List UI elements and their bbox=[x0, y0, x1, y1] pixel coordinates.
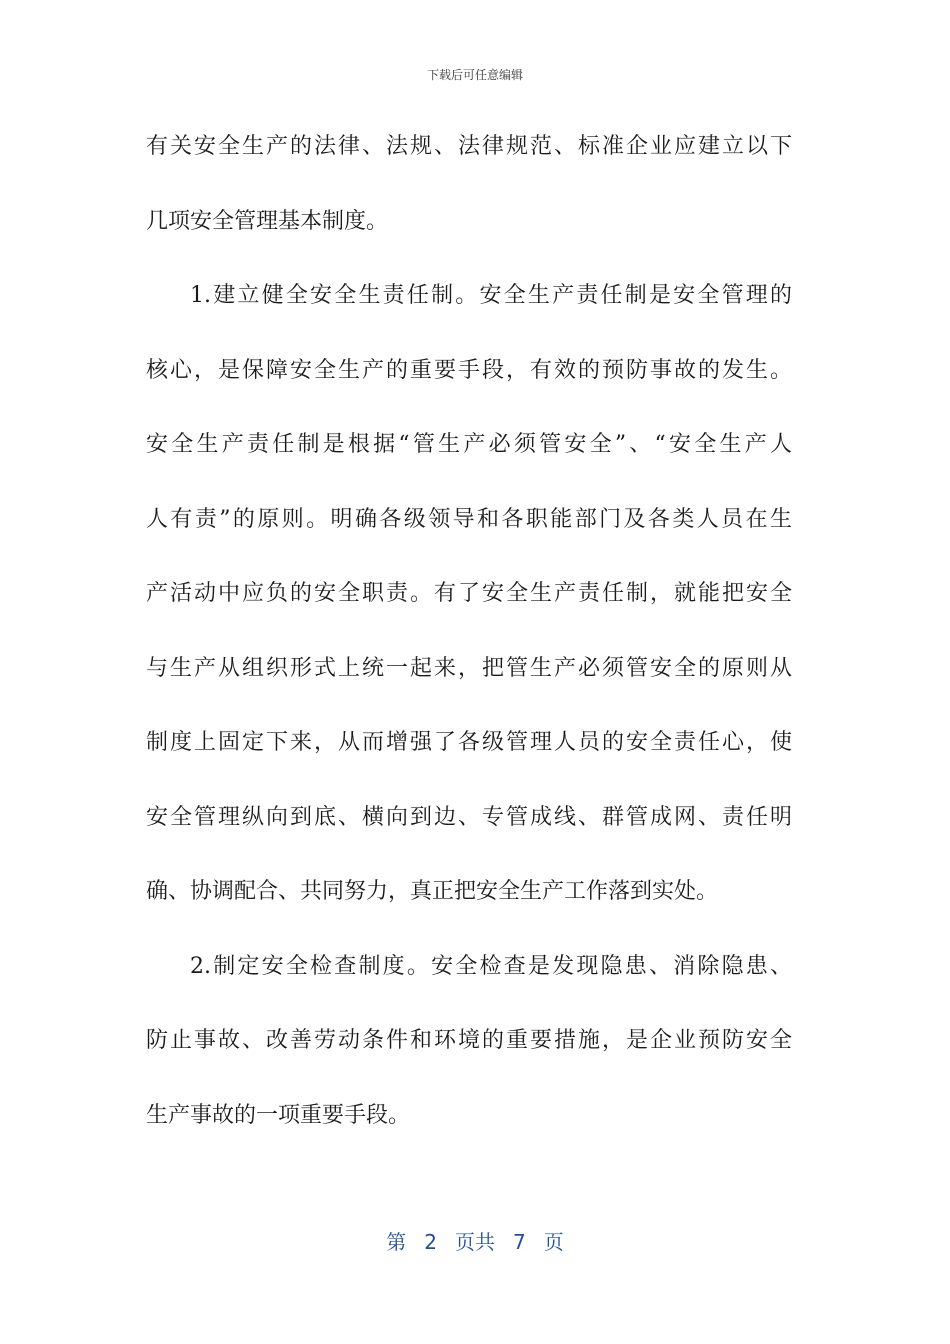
total-page-count: 7 bbox=[513, 1230, 526, 1254]
body-line: 核心，是保障安全生产的重要手段，有效的预防事故的发生。 bbox=[146, 357, 792, 383]
body-line: 防止事故、改善劳动条件和环境的重要措施，是企业预防安全 bbox=[146, 1028, 792, 1053]
page-number-footer bbox=[0, 1226, 950, 1255]
body-line: 确、协调配合、共同努力，真正把安全生产工作落到实处。 bbox=[146, 879, 719, 904]
body-line: 安全生产责任制是根据“管生产必须管安全”、“安全生产人 bbox=[146, 432, 792, 457]
body-line: 生产事故的一项重要手段。 bbox=[146, 1102, 411, 1128]
body-line: 几项安全管理基本制度。 bbox=[146, 208, 389, 234]
body-line: 制度上固定下来，从而增强了各级管理人员的安全责任心，使 bbox=[146, 730, 792, 755]
footer-prefix: 第 bbox=[386, 1230, 407, 1254]
body-line: 与生产从组织形式上统一起来，把管生产必须管安全的原则从 bbox=[146, 655, 792, 681]
body-line: 有关安全生产的法律、法规、法律规范、标准企业应建立以下 bbox=[146, 134, 792, 159]
body-line: 2.制定安全检查制度。安全检查是发现隐患、消除隐患、 bbox=[190, 953, 792, 979]
footer-middle: 页共 bbox=[455, 1230, 495, 1254]
body-line: 产活动中应负的安全职责。有了安全生产责任制，就能把安全 bbox=[146, 581, 792, 606]
body-line: 人有责”的原则。明确各级领导和各职能部门及各类人员在生 bbox=[146, 506, 792, 532]
document-body bbox=[146, 110, 792, 1153]
current-page-number: 2 bbox=[424, 1230, 437, 1254]
page-header-note: 下载后可任意编辑 bbox=[426, 68, 523, 82]
footer-suffix: 页 bbox=[543, 1230, 564, 1254]
body-line: 1.建立健全安全生责任制。安全生产责任制是安全管理的 bbox=[190, 283, 792, 308]
body-line: 安全管理纵向到底、横向到边、专管成线、群管成网、责任明 bbox=[146, 804, 792, 830]
